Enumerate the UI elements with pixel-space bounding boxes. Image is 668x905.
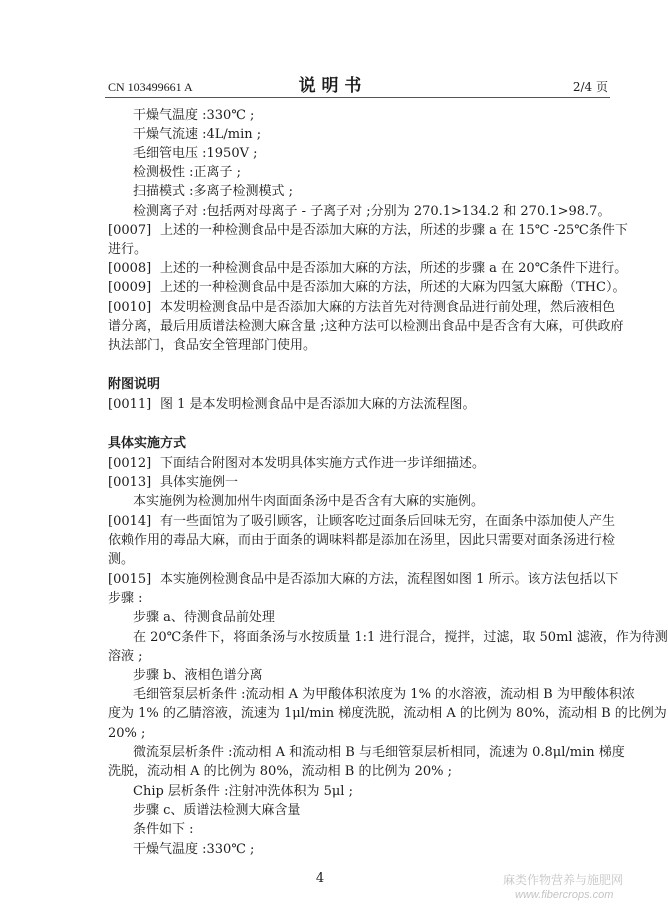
- paragraph-line: 执法部门，食品安全管理部门使用。: [108, 338, 317, 353]
- paragraph-line: 进行。: [108, 242, 148, 257]
- step-line: 毛细管泵层析条件 :流动相 A 为甲酸体积浓度为 1% 的水溶液，流动相 B 为甲酸体积浓: [133, 687, 635, 702]
- step-line: 20% ;: [108, 726, 146, 741]
- step-line: 条件如下 :: [133, 822, 194, 837]
- watermark-url: www.fibercrops.com: [515, 889, 614, 901]
- condition-line: 毛细管电压 :1950V ;: [133, 146, 258, 161]
- step-line: 溶液 ;: [108, 649, 143, 664]
- paragraph-line: 图 1 是本发明检测食品中是否添加大麻的方法流程图。: [160, 397, 476, 412]
- condition-line: 扫描模式 :多离子检测模式 ;: [133, 184, 294, 199]
- paragraph-number: [0011]: [108, 397, 152, 412]
- paragraph-line: 测。: [108, 552, 135, 567]
- section-heading: 具体实施方式: [108, 436, 187, 451]
- paragraph-number: [0009]: [108, 280, 152, 295]
- paragraph-number: [0010]: [108, 300, 152, 315]
- condition-line: 干燥气流速 :4L/min ;: [133, 127, 262, 142]
- page-info: 2/4 页: [572, 80, 608, 94]
- paragraph-number: [0014]: [108, 514, 152, 529]
- condition-line: 检测离子对 :包括两对母离子 - 子离子对 ;分别为 270.1>134.2 和 270.1>98.7。: [133, 204, 611, 219]
- paragraph-number: [0007]: [108, 223, 152, 238]
- paragraph-number: [0015]: [108, 572, 152, 587]
- step-title: 步骤 a、待测食品前处理: [133, 610, 275, 625]
- page-number: 4: [315, 871, 325, 886]
- paragraph-line: 本实施例检测食品中是否添加大麻的方法，流程图如图 1 所示。该方法包括以下: [160, 572, 619, 587]
- condition-line: 干燥气温度 :330℃ ;: [133, 108, 255, 123]
- step-line: 度为 1% 的乙腈溶液，流速为 1μl/min 梯度洗脱，流动相 A 的比例为 80%，流动相 B 的比例为: [108, 706, 667, 721]
- paragraph-line: 步骤 :: [108, 591, 143, 606]
- section-heading: 附图说明: [108, 377, 161, 392]
- step-line: 干燥气温度 :330℃ ;: [133, 842, 255, 857]
- paragraph-line: 谱分离，最后用质谱法检测大麻含量 ;这种方法可以检测出食品中是否含有大麻，可供政府: [108, 319, 624, 334]
- paragraph-line: 本实施例为检测加州牛肉面面条汤中是否含有大麻的实施例。: [133, 494, 485, 509]
- step-line: 洗脱，流动相 A 的比例为 80%，流动相 B 的比例为 20% ;: [108, 764, 453, 779]
- paragraph-number: [0013]: [108, 475, 152, 490]
- step-line: 在 20℃条件下，将面条汤与水按质量 1:1 进行混合，搅拌，过滤，取 50ml 滤液，作为待测: [133, 630, 668, 645]
- paragraph-line: 上述的一种检测食品中是否添加大麻的方法，所述的大麻为四氢大麻酚（THC）。: [160, 280, 626, 295]
- paragraph-number: [0012]: [108, 456, 152, 471]
- step-title: 步骤 c、质谱法检测大麻含量: [133, 803, 301, 818]
- step-line: 微流泵层析条件 :流动相 A 和流动相 B 与毛细管泵层析相同，流速为 0.8μl/min 梯度: [133, 745, 625, 760]
- paragraph-line: 上述的一种检测食品中是否添加大麻的方法，所述的步骤 a 在 15℃ -25℃条件下: [160, 223, 628, 238]
- paragraph-line: 有一些面馆为了吸引顾客，让顾客吃过面条后回味无穷，在面条中添加使人产生: [160, 514, 616, 529]
- watermark-site-name: 麻类作物营养与施肥网: [503, 873, 624, 887]
- paragraph-line: 本发明检测食品中是否添加大麻的方法首先对待测食品进行前处理，然后液相色: [160, 300, 616, 315]
- step-line: Chip 层析条件 :注射冲洗体积为 5μl ;: [133, 784, 353, 799]
- step-title: 步骤 b、液相色谱分离: [133, 668, 263, 683]
- condition-line: 检测极性 :正离子 ;: [133, 165, 242, 180]
- paragraph-line: 依赖作用的毒品大麻，而由于面条的调味料都是添加在汤里，因此只需要对面条汤进行检: [108, 533, 616, 548]
- paragraph-line: 具体实施例一: [160, 475, 239, 490]
- doc-number: CN 103499661 A: [108, 80, 193, 94]
- header-rule: [105, 97, 610, 98]
- paragraph-line: 上述的一种检测食品中是否添加大麻的方法，所述的步骤 a 在 20℃条件下进行。: [160, 261, 628, 276]
- doc-title: 说 明 书: [298, 76, 362, 96]
- paragraph-number: [0008]: [108, 261, 152, 276]
- paragraph-line: 下面结合附图对本发明具体实施方式作进一步详细描述。: [160, 456, 486, 471]
